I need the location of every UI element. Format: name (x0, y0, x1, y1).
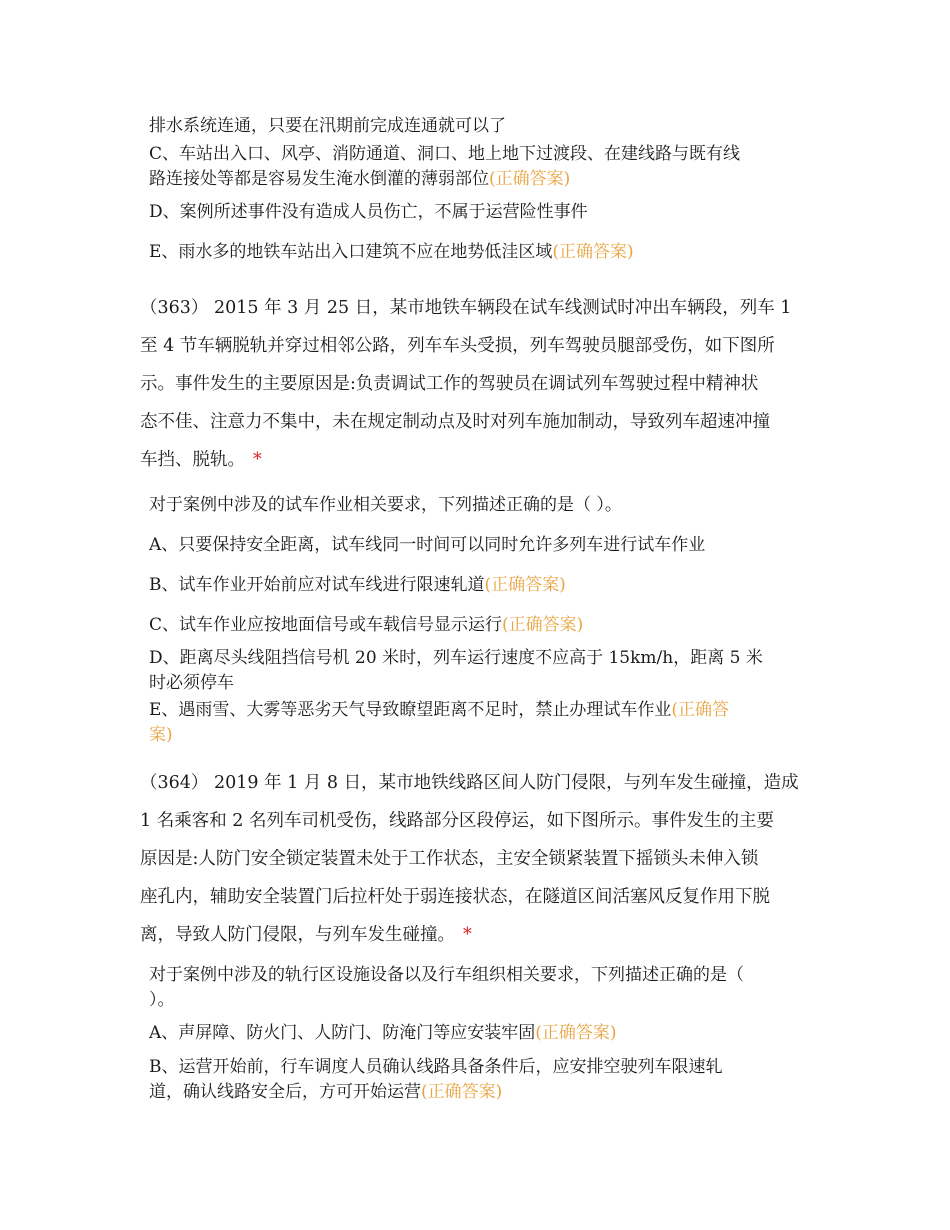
correct-answer-tag: (正确答案) (535, 1023, 617, 1043)
q364-option-b-line2 (149, 1080, 502, 1104)
q363-case-line-2: 至 4 节车辆脱轨并穿过相邻公路，列车车头受损，列车驾驶员腿部受伤，如下图所 (140, 336, 775, 356)
correct-answer-tag: (正确答案) (484, 575, 566, 595)
correct-answer-tag-part2: 案) (149, 725, 173, 745)
q364-case-line-2: 1 名乘客和 2 名列车司机受伤，线路部分区段停运，如下图所示。事件发生的主要 (140, 811, 774, 831)
q363-question: 对于案例中涉及的试车作业相关要求，下列描述正确的是（ ）。 (149, 495, 622, 515)
q364-option-a-text: A、声屏障、防火门、人防门、防淹门等应安装牢固 (149, 1023, 536, 1043)
q364-option-b-line1: B、运营开始前，行车调度人员确认线路具备条件后，应安排空驶列车限速轧 (149, 1057, 723, 1077)
correct-answer-tag: (正确答案) (489, 169, 571, 189)
q363-option-d-line2: 时必须停车 (149, 673, 234, 693)
q363-option-e-text: E、遇雨雪、大雾等恶劣天气导致瞭望距离不足时，禁止办理试车作业 (149, 700, 672, 720)
q363-option-b (149, 573, 566, 597)
correct-answer-tag: (正确答案) (421, 1082, 503, 1102)
correct-answer-tag: (正确答案) (552, 242, 634, 262)
q363-option-c-text: C、试车作业应按地面信号或车载信号显示运行 (149, 615, 503, 635)
q362-option-d: D、案例所述事件没有造成人员伤亡，不属于运营险性事件 (149, 202, 588, 222)
correct-answer-tag-part1: (正确答 (671, 700, 730, 720)
q362-option-c-text: 路连接处等都是容易发生淹水倒灌的薄弱部位 (149, 169, 489, 189)
q364-question-line2: ）。 (149, 990, 175, 1010)
q362-option-c-line2 (149, 167, 570, 191)
q362-option-e-text: E、雨水多的地铁车站出入口建筑不应在地势低洼区域 (149, 242, 553, 262)
q363-case-line-1: （363） 2015 年 3 月 25 日，某市地铁车辆段在试车线测试时冲出车辆段，列车 1 (140, 298, 792, 318)
q363-case-text: 车挡、脱轨。 (140, 450, 245, 470)
q363-option-d-line1: D、距离尽头线阻挡信号机 20 米时，列车运行速度不应高于 15km/h，距离 5 米 (149, 648, 763, 668)
q364-option-a (149, 1021, 617, 1045)
q363-case-line-3: 示。事件发生的主要原因是:负责调试工作的驾驶员在调试列车驾驶过程中精神状 (140, 374, 759, 394)
q364-option-b-text: 道，确认线路安全后，方可开始运营 (149, 1082, 421, 1102)
correct-answer-tag: (正确答案) (502, 615, 584, 635)
q362-option-e (149, 240, 634, 264)
q363-case-line-5 (140, 448, 262, 472)
q363-case-line-4: 态不佳、注意力不集中，未在规定制动点及时对列车施加制动，导致列车超速冲撞 (140, 412, 770, 432)
required-mark: * (463, 925, 472, 945)
q362-option-c-line1: C、车站出入口、风亭、消防通道、洞口、地上地下过渡段、在建线路与既有线 (149, 144, 741, 164)
q363-option-c (149, 613, 583, 637)
q364-case-text: 离，导致人防门侵限，与列车发生碰撞。 (140, 925, 455, 945)
q363-option-a: A、只要保持安全距离，试车线同一时间可以同时允许多列车进行试车作业 (149, 535, 706, 555)
q363-option-e-line1 (149, 698, 729, 722)
q364-case-line-4: 座孔内，辅助安全装置门后拉杆处于弱连接状态，在隧道区间活塞风反复作用下脱 (140, 887, 770, 907)
q362-option-b-tail: 排水系统连通，只要在汛期前完成连通就可以了 (149, 116, 506, 136)
required-mark: * (253, 450, 262, 470)
q364-case-line-3: 原因是:人防门安全锁定装置未处于工作状态，主安全锁紧装置下摇锁头未伸入锁 (140, 849, 759, 869)
q364-case-line-5 (140, 923, 472, 947)
q364-case-line-1: （364） 2019 年 1 月 8 日，某市地铁线路区间人防门侵限，与列车发生碰撞，造成 (140, 773, 799, 793)
q364-question-line1: 对于案例中涉及的轨行区设施设备以及行车组织相关要求，下列描述正确的是（ (149, 965, 744, 985)
q363-option-e-line2 (149, 723, 173, 747)
q363-option-b-text: B、试车作业开始前应对试车线进行限速轧道 (149, 575, 485, 595)
